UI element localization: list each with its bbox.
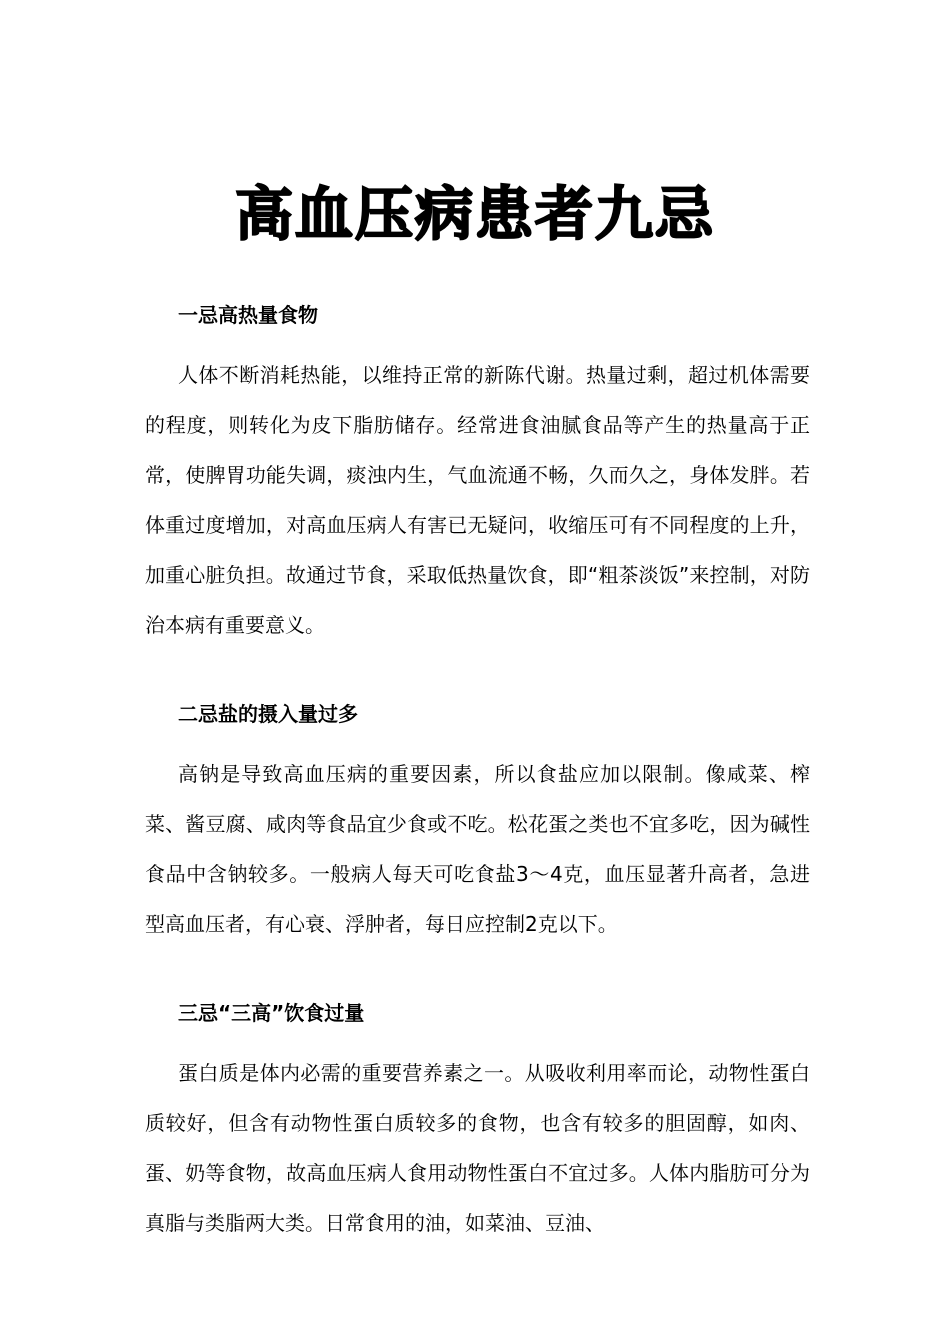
section-3: [145, 999, 810, 1248]
section-2: [145, 700, 810, 949]
section-1: [145, 301, 810, 650]
section-2-body: 高钠是导致高血压病的重要因素，所以食盐应加以限制。像咸菜、榨菜、酱豆腐、咸肉等食品宜少食或不吃。松花蛋之类也不宜多吃，因为碱性食品中含钠较多。一般病人每天可吃食盐3～4克，血压显著升高者，急进型高血压者，有心衰、浮肿者，每日应控制2克以下。: [145, 762, 810, 936]
section-3-heading: 三忌“三高”饮食过量: [178, 1001, 365, 1025]
section-2-heading: 二忌盐的摄入量过多: [178, 702, 358, 726]
section-1-heading: 一忌高热量食物: [178, 303, 318, 327]
page-title: 高血压病患者九忌: [234, 180, 715, 248]
section-3-body: 蛋白质是体内必需的重要营养素之一。从吸收利用率而论，动物性蛋白质较好，但含有动物性蛋白质较多的食物，也含有较多的胆固醇，如肉、蛋、奶等食物，故高血压病人食用动物性蛋白不宜过多。人体内脂肪可分为真脂与类脂两大类。日常食用的油，如菜油、豆油、: [145, 1061, 810, 1235]
section-1-body: 人体不断消耗热能，以维持正常的新陈代谢。热量过剩，超过机体需要的程度，则转化为皮下脂肪储存。经常进食油腻食品等产生的热量高于正常，使脾胃功能失调，痰浊内生，气血流通不畅，久而久之，身体发胖。若体重过度增加，对高血压病人有害已无疑问，收缩压可有不同程度的上升，加重心脏负担。故通过节食，采取低热量饮食，即“粗茶淡饭”来控制，对防治本病有重要意义。: [145, 363, 810, 637]
